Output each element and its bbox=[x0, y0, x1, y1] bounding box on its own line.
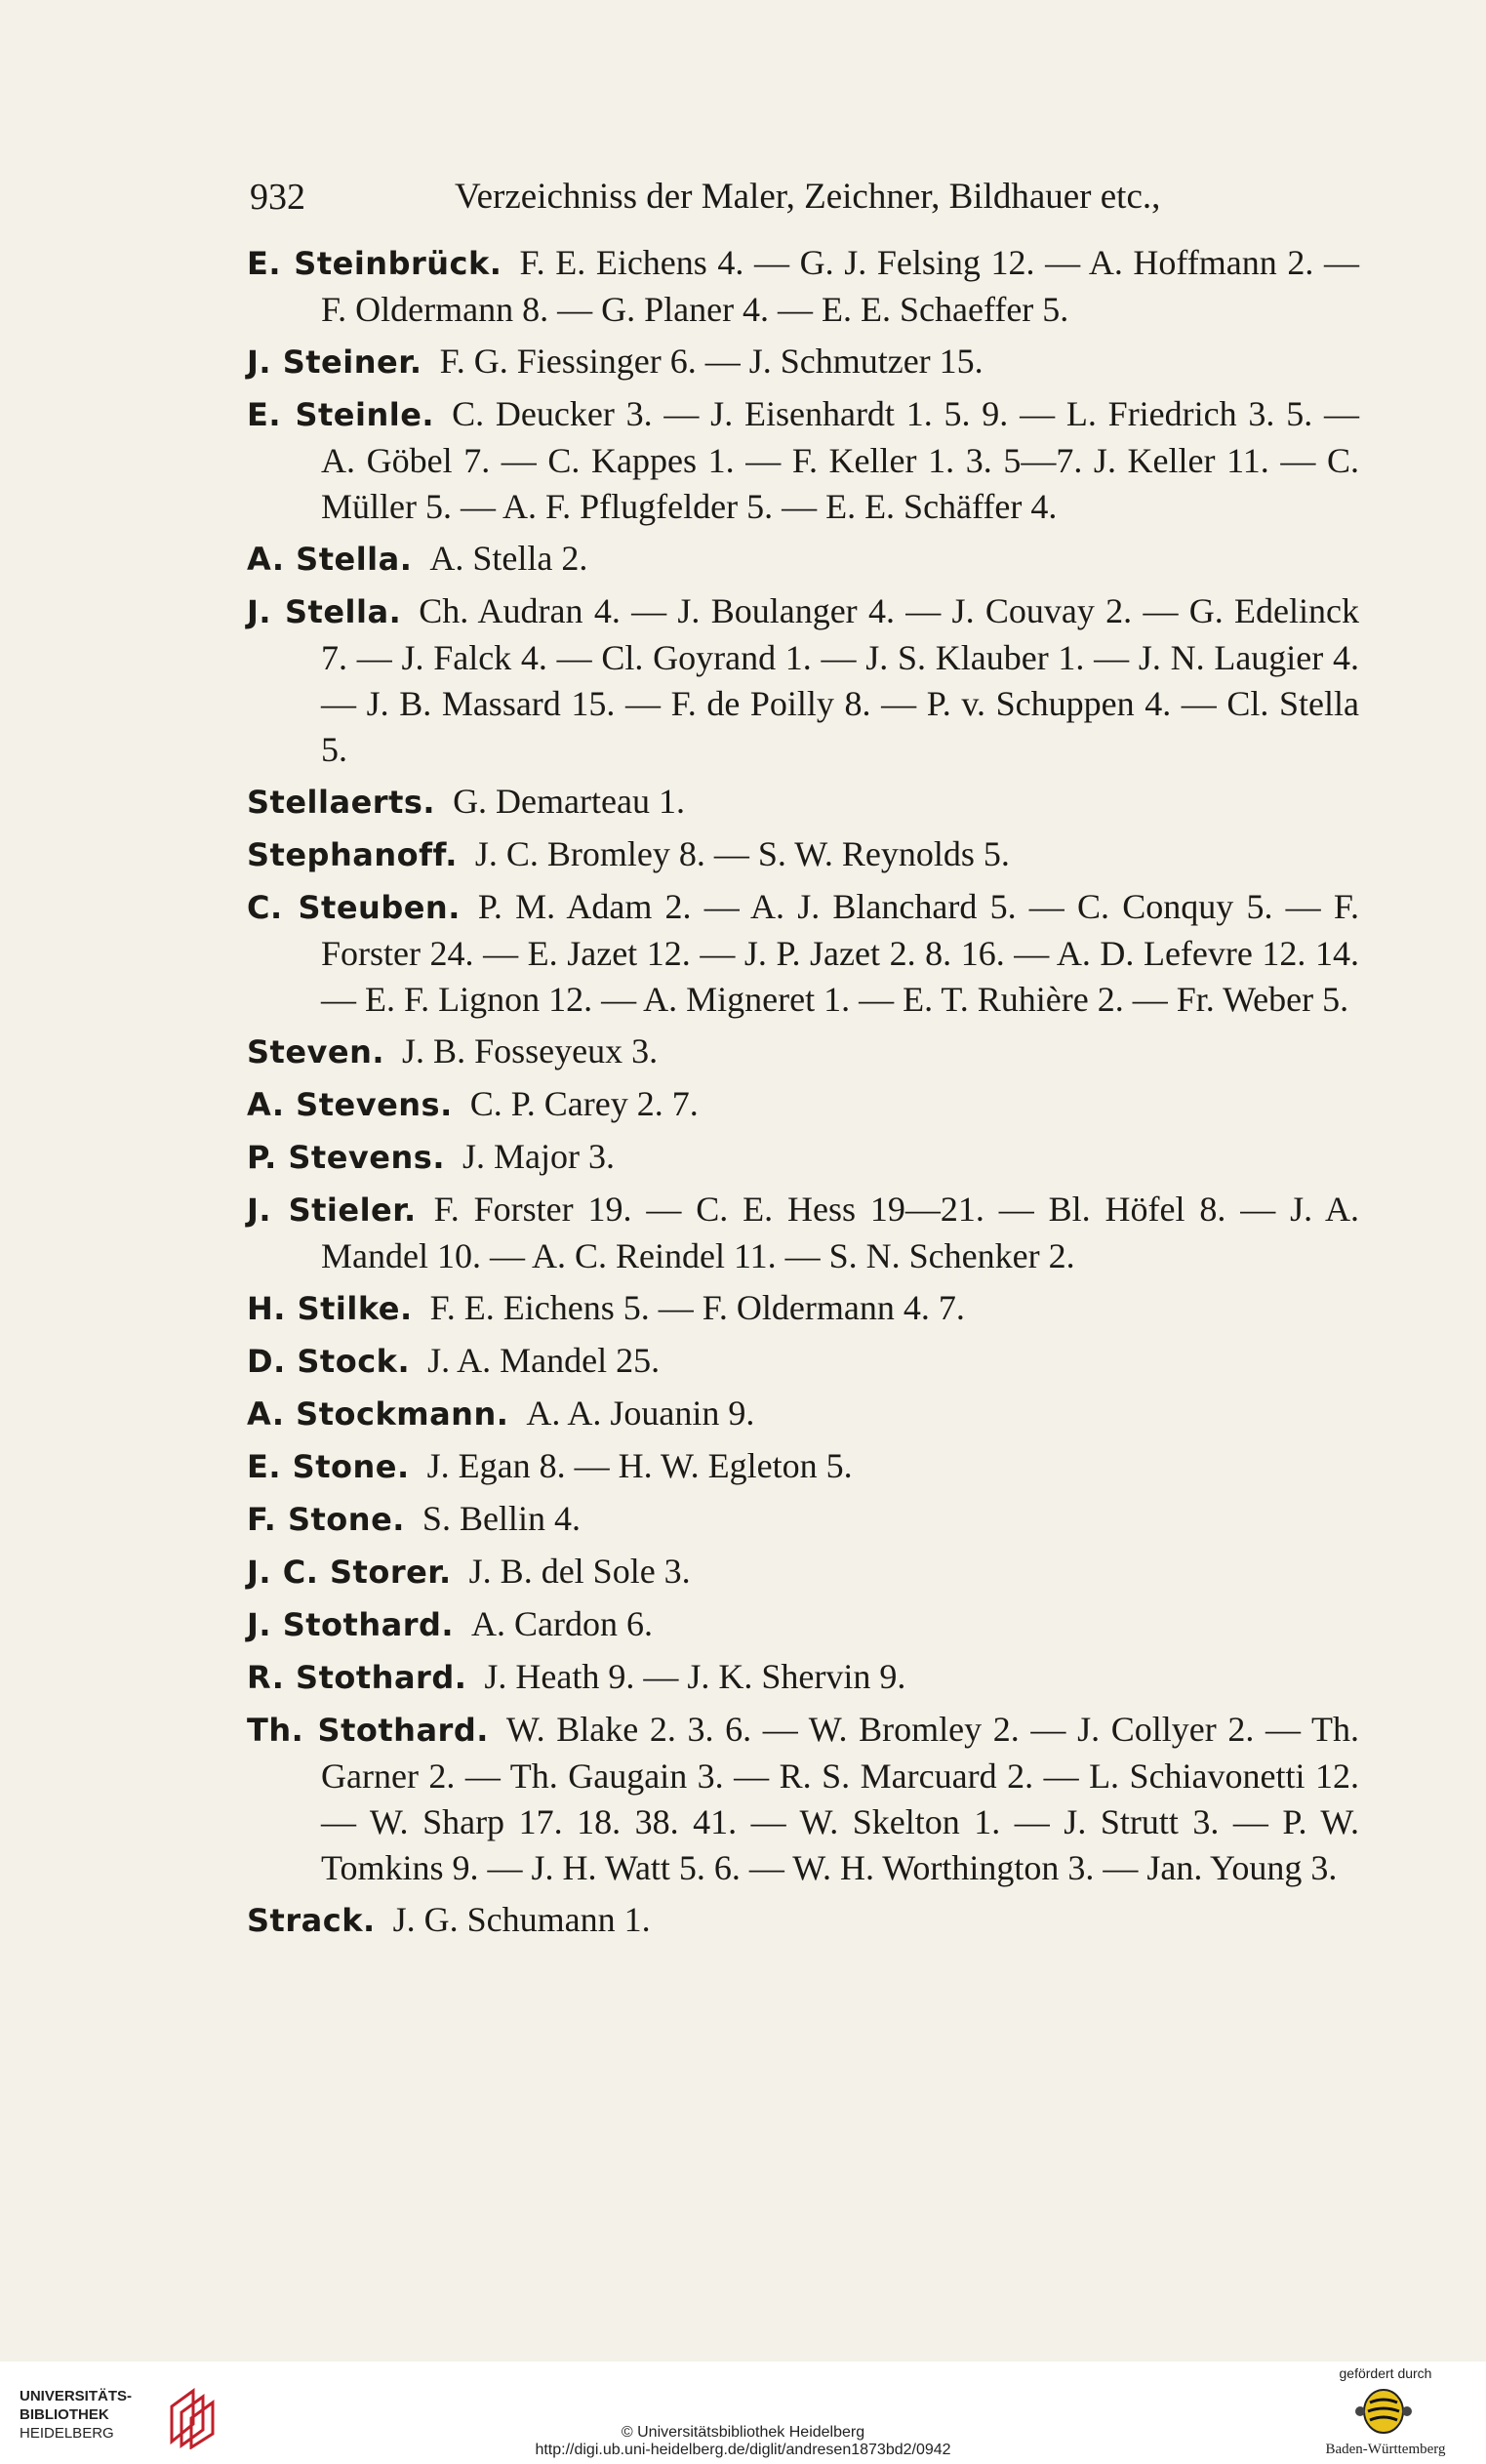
artist-name: J. Stieler. bbox=[247, 1192, 417, 1229]
permalink[interactable]: http://digi.ub.uni-heidelberg.de/diglit/andresen1873bd2/0942 bbox=[535, 2442, 951, 2458]
artist-name: C. Steuben. bbox=[247, 889, 461, 926]
engraver-list: G. Demarteau 1. bbox=[453, 782, 685, 821]
entry bbox=[247, 339, 1359, 385]
artist-name: E. Stone. bbox=[247, 1448, 410, 1485]
engraver-list: J. G. Schumann 1. bbox=[392, 1900, 651, 1939]
entry bbox=[247, 240, 1359, 333]
entry bbox=[247, 1134, 1359, 1181]
entry bbox=[247, 1601, 1359, 1648]
artist-name: Stellaerts. bbox=[247, 784, 436, 821]
artist-name: Th. Stothard. bbox=[247, 1712, 489, 1749]
engraver-list: J. A. Mandel 25. bbox=[427, 1341, 661, 1380]
entry bbox=[247, 1654, 1359, 1701]
artist-name: D. Stock. bbox=[247, 1343, 411, 1380]
engraver-list: C. Deucker 3. — J. Eisenhardt 1. 5. 9. — L. Friedrich 3. 5. — A. Göbel 7. — C. Kappes 1. — F. Keller 1. 3. 5—7. J. Keller 11. — C. Müller 5. — A. F. Pflugfelder 5. — E. E. Schäffer 4. bbox=[321, 394, 1360, 526]
artist-name: F. Stone. bbox=[247, 1501, 405, 1538]
library-name-line3: HEIDELBERG bbox=[20, 2425, 114, 2442]
entry bbox=[247, 831, 1359, 878]
artist-name: J. Stella. bbox=[247, 593, 402, 630]
running-title: Verzeichniss der Maler, Zeichner, Bildhauer etc., bbox=[455, 177, 1161, 217]
entry bbox=[247, 1187, 1359, 1279]
copyright-notice: © Universitätsbibliothek Heidelberg bbox=[621, 2424, 865, 2441]
artist-name: P. Stevens. bbox=[247, 1139, 445, 1176]
funded-by-label: gefördert durch bbox=[1339, 2365, 1432, 2381]
artist-name: Steven. bbox=[247, 1033, 385, 1070]
artist-name: J. Stothard. bbox=[247, 1606, 455, 1643]
engraver-list: F. Forster 19. — C. E. Hess 19—21. — Bl. Höfel 8. — J. A. Mandel 10. — A. C. Reindel 11. — S. N. Schenker 2. bbox=[321, 1190, 1359, 1275]
engraver-list: S. Bellin 4. bbox=[422, 1499, 581, 1538]
engraver-list: P. M. Adam 2. — A. J. Blanchard 5. — C. Conquy 5. — F. Forster 24. — E. Jazet 12. — J. P. Jazet 2. 8. 16. — A. D. Lefevre 12. 14. — E. F. Lignon 12. — A. Migneret 1. — E. T. Ruhière 2. — Fr. Weber 5. bbox=[321, 887, 1360, 1019]
entry bbox=[247, 1285, 1359, 1332]
funder-name: Baden-Württemberg bbox=[1325, 2442, 1446, 2457]
artist-name: A. Stevens. bbox=[247, 1086, 453, 1123]
engraver-list: A. A. Jouanin 9. bbox=[526, 1394, 755, 1433]
entry-list bbox=[247, 240, 1359, 1950]
engraver-list: J. B. del Sole 3. bbox=[468, 1552, 691, 1591]
entry bbox=[247, 1081, 1359, 1128]
engraver-list: A. Stella 2. bbox=[429, 539, 588, 578]
engraver-list: F. G. Fiessinger 6. — J. Schmutzer 15. bbox=[439, 342, 984, 381]
artist-name: R. Stothard. bbox=[247, 1659, 467, 1696]
artist-name: J. Steiner. bbox=[247, 343, 422, 381]
engraver-list: J. Egan 8. — H. W. Egleton 5. bbox=[426, 1446, 853, 1485]
artist-name: Stephanoff. bbox=[247, 836, 458, 873]
entry bbox=[247, 779, 1359, 826]
entry bbox=[247, 1443, 1359, 1490]
engraver-list: A. Cardon 6. bbox=[471, 1604, 654, 1643]
entry bbox=[247, 1338, 1359, 1385]
coat-of-arms-icon bbox=[1354, 2387, 1413, 2436]
engraver-list: J. C. Bromley 8. — S. W. Reynolds 5. bbox=[474, 834, 1010, 873]
engraver-list: J. B. Fosseyeux 3. bbox=[402, 1031, 659, 1070]
entry bbox=[247, 1707, 1359, 1891]
engraver-list: F. E. Eichens 5. — F. Oldermann 4. 7. bbox=[429, 1288, 965, 1327]
artist-name: E. Steinle. bbox=[247, 396, 435, 433]
entry bbox=[247, 1391, 1359, 1437]
entry bbox=[247, 536, 1359, 583]
artist-name: E. Steinbrück. bbox=[247, 245, 502, 282]
engraver-list: Ch. Audran 4. — J. Boulanger 4. — J. Couvay 2. — G. Edelinck 7. — J. Falck 4. — Cl. Goyrand 1. — J. S. Klauber 1. — J. N. Laugier 4. — J. B. Massard 15. — F. de Poilly 8. — P. v. Schuppen 4. — Cl. Stella 5. bbox=[321, 591, 1359, 769]
entry bbox=[247, 588, 1359, 773]
entry bbox=[247, 884, 1359, 1023]
footer-bar bbox=[0, 2362, 1486, 2464]
library-name-line2: BIBLIOTHEK bbox=[20, 2406, 109, 2423]
page-header bbox=[250, 168, 1362, 226]
page-number: 932 bbox=[250, 177, 305, 218]
engraver-list: J. Heath 9. — J. K. Shervin 9. bbox=[484, 1657, 906, 1696]
artist-name: A. Stockmann. bbox=[247, 1395, 509, 1433]
entry bbox=[247, 1897, 1359, 1944]
entry bbox=[247, 1029, 1359, 1075]
artist-name: A. Stella. bbox=[247, 541, 413, 578]
engraver-list: C. P. Carey 2. 7. bbox=[469, 1084, 699, 1123]
engraver-list: W. Blake 2. 3. 6. — W. Bromley 2. — J. Collyer 2. — Th. Garner 2. — Th. Gaugain 3. — R. S. Marcuard 2. — L. Schiavonetti 12. — W. Sharp 17. 18. 38. 41. — W. Skelton 1. — J. Strutt 3. — P. W. Tomkins 9. — J. H. Watt 5. 6. — W. H. Worthington 3. — Jan. Young 3. bbox=[321, 1710, 1360, 1887]
entry bbox=[247, 1549, 1359, 1596]
artist-name: J. C. Storer. bbox=[247, 1554, 452, 1591]
entry bbox=[247, 1496, 1359, 1543]
artist-name: H. Stilke. bbox=[247, 1290, 413, 1327]
engraver-list: F. E. Eichens 4. — G. J. Felsing 12. — A. Hoffmann 2. — F. Oldermann 8. — G. Planer 4. — E. E. Schaeffer 5. bbox=[321, 243, 1359, 329]
entry bbox=[247, 391, 1359, 530]
library-name-line1: UNIVERSITÄTS- bbox=[20, 2388, 133, 2404]
engraver-list: J. Major 3. bbox=[462, 1137, 615, 1176]
artist-name: Strack. bbox=[247, 1902, 376, 1939]
